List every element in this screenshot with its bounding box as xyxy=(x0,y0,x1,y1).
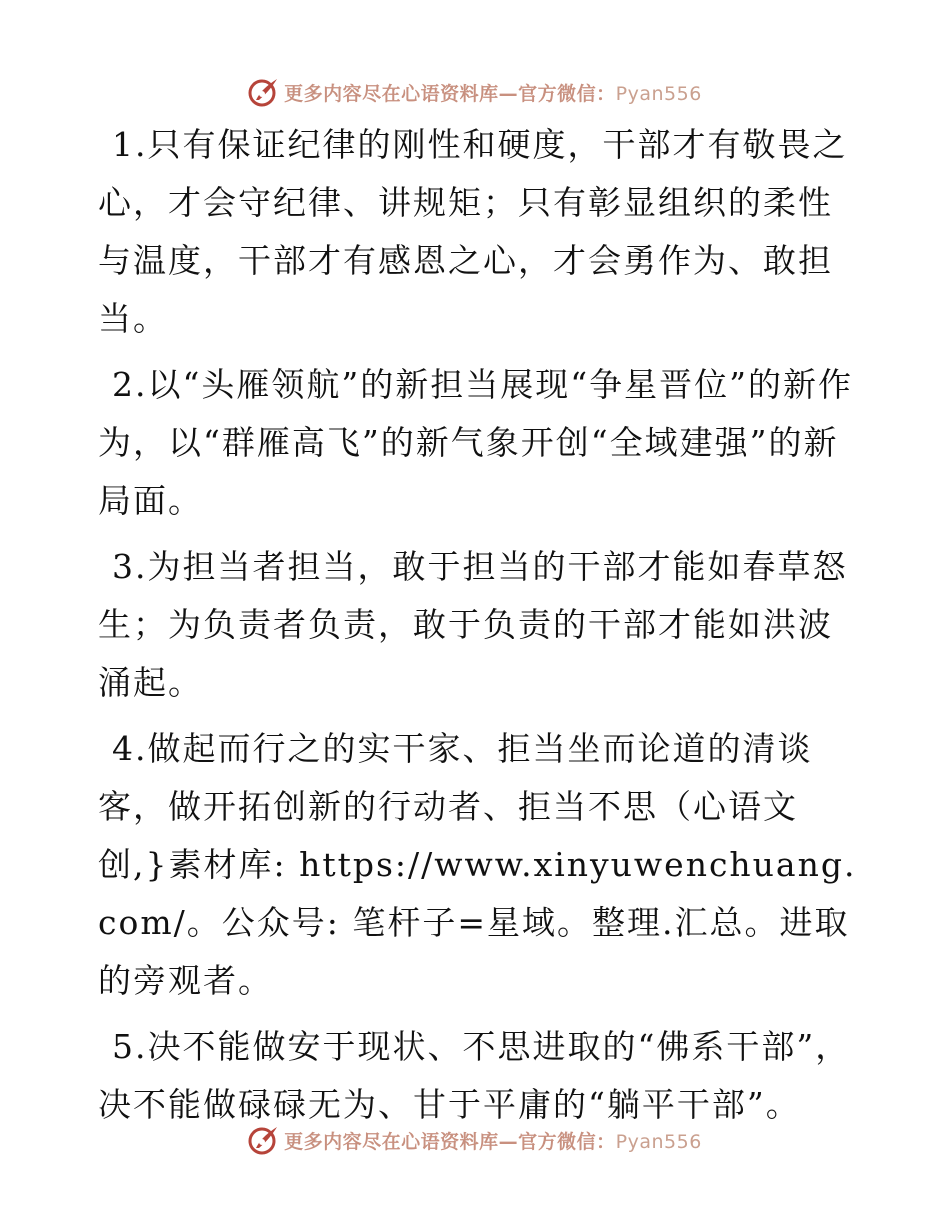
watermark-text: 更多内容尽在心语资料库—官方微信：Pyan556 xyxy=(284,82,702,105)
watermark-text: 更多内容尽在心语资料库—官方微信：Pyan556 xyxy=(284,1130,702,1153)
list-item: 5.决不能做安于现状、不思进取的“佛系干部”，决不能做碌碌无为、甘于平庸的“躺平干部”。 xyxy=(98,1027,851,1124)
header-watermark xyxy=(0,72,950,112)
document-body xyxy=(98,116,858,1142)
list-item: 3.为担当者担当，敢于担当的干部才能如春草怒生；为负责者负责，敢于负责的干部才能如洪波涌起。 xyxy=(98,547,848,702)
list-item: 2.以“头雁领航”的新担当展现“争星晋位”的新作为，以“群雁高飞”的新气象开创“全域建强”的新局面。 xyxy=(98,365,853,520)
quill-logo-icon xyxy=(248,76,280,108)
list-item: 1.只有保证纪律的刚性和硬度，干部才有敬畏之心，才会守纪律、讲规矩；只有彰显组织的柔性与温度，干部才有感恩之心，才会勇作为、敢担当。 xyxy=(98,125,848,338)
list-item: 4.做起而行之的实干家、拒当坐而论道的清谈客，做开拓创新的行动者、拒当不思（心语文创,}素材库: https://www.xinyuwenchuang.com/。公众号: 笔杆子=星域。整理.汇总。进取的旁观者。 xyxy=(98,729,857,1000)
footer-watermark xyxy=(0,1120,950,1160)
quill-logo-icon xyxy=(248,1124,280,1156)
